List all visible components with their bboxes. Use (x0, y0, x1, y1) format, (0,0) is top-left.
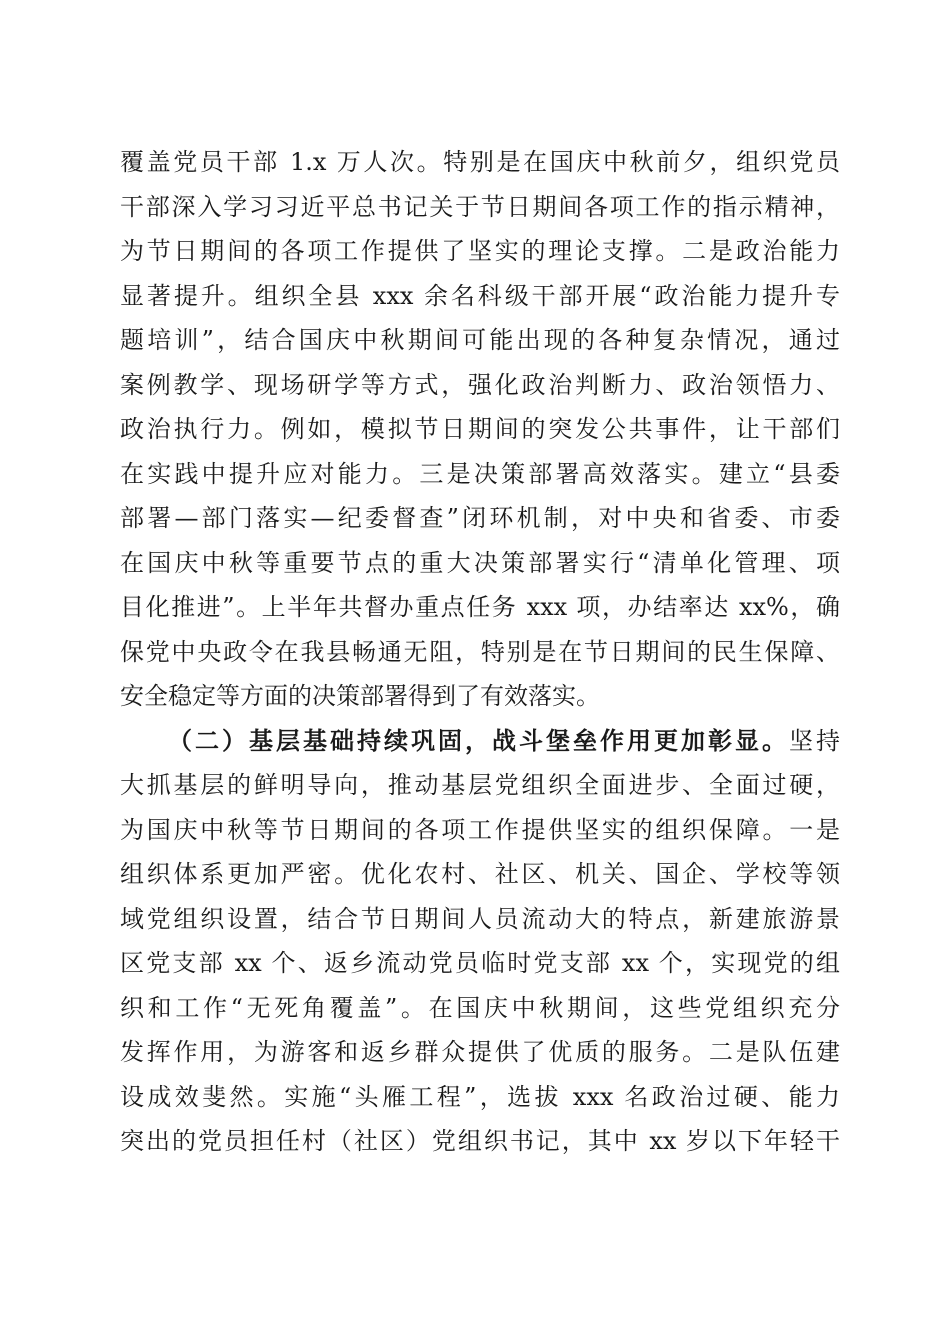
text-line: 组织体系更加严密。优化农村、社区、机关、国企、学校等领 (120, 860, 840, 888)
text-line: 题培训”，结合国庆中秋期间可能出现的各种复杂情况，通过 (120, 326, 840, 354)
document-body (120, 140, 840, 1164)
text-line: 在国庆中秋等重要节点的重大决策部署实行“清单化管理、项 (120, 548, 840, 577)
text-line: 目化推进”。上半年共督办重点任务 xxx 项，办结率达 xx%，确 (120, 593, 840, 621)
text-line: 域党组织设置，结合节日期间人员流动大的特点，新建旅游景 (120, 904, 840, 933)
text-line: 突出的党员担任村（社区）党组织书记，其中 xx 岁以下年轻干 (120, 1127, 840, 1155)
text-line: 发挥作用，为游客和返乡群众提供了优质的服务。二是队伍建 (120, 1038, 840, 1066)
text-line: 织和工作“无死角覆盖”。在国庆中秋期间，这些党组织充分 (120, 993, 840, 1022)
text-line: 保党中央政令在我县畅通无阻，特别是在节日期间的民生保障、 (120, 637, 840, 666)
text-line: 为节日期间的各项工作提供了坚实的理论支撑。二是政治能力 (120, 237, 840, 265)
text-line: 干部深入学习习近平总书记关于节日期间各项工作的指示精神， (120, 192, 840, 221)
text-line: 区党支部 xx 个、返乡流动党员临时党支部 xx 个，实现党的组 (120, 949, 840, 977)
section-heading: （二）基层基础持续巩固，战斗堡垒作用更加彰显。 (168, 725, 789, 755)
section-heading-tail: 坚持 (789, 726, 840, 755)
text-line: 覆盖党员干部 1.x 万人次。特别是在国庆中秋前夕，组织党员 (120, 148, 840, 176)
text-line: 部署—部门落实—纪委督查”闭环机制，对中央和省委、市委 (120, 504, 840, 532)
text-line: 显著提升。组织全县 xxx 余名科级干部开展“政治能力提升专 (120, 281, 840, 310)
text-line: 政治执行力。例如，模拟节日期间的突发公共事件，让干部们 (120, 415, 840, 443)
text-line: 大抓基层的鲜明导向，推动基层党组织全面进步、全面过硬， (120, 771, 840, 799)
text-line: 设成效斐然。实施“头雁工程”，选拔 xxx 名政治过硬、能力 (120, 1082, 840, 1111)
text-line: 案例教学、现场研学等方式，强化政治判断力、政治领悟力、 (120, 370, 840, 399)
section-heading-line (120, 719, 840, 764)
text-line: 安全稳定等方面的决策部署得到了有效落实。 (120, 682, 600, 710)
text-line: 在实践中提升应对能力。三是决策部署高效落实。建立“县委 (120, 459, 840, 488)
text-line: 为国庆中秋等节日期间的各项工作提供坚实的组织保障。一是 (120, 815, 840, 844)
